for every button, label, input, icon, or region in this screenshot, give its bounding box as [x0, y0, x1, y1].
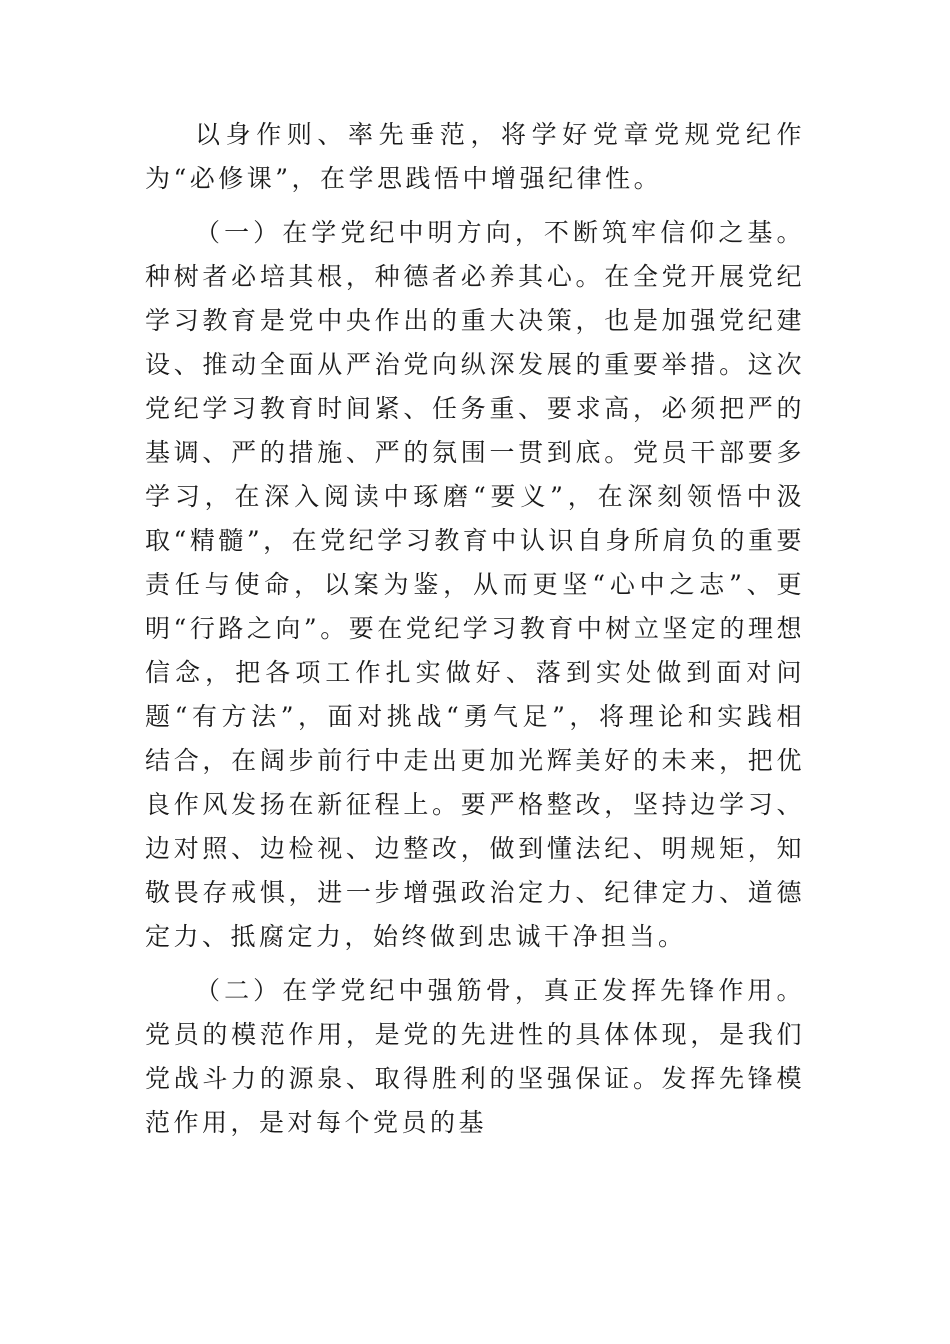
document-body — [145, 113, 805, 1145]
paragraph-intro: 以身作则、率先垂范，将学好党章党规党纪作为“必修课”，在学思践悟中增强纪律性。 — [145, 120, 805, 193]
paragraph-section-two: （二）在学党纪中强筋骨，真正发挥先锋作用。党员的模范作用，是党的先进性的具体体现，是我们党战斗力的源泉、取得胜利的坚强保证。发挥先锋模范作用，是对每个党员的基 — [145, 976, 805, 1137]
paragraph-section-one: （一）在学党纪中明方向，不断筑牢信仰之基。种树者必培其根，种德者必养其心。在全党开展党纪学习教育是党中央作出的重大决策，也是加强党纪建设、推动全面从严治党向纵深发展的重要举措。这次党纪学习教育时间紧、任务重、要求高，必须把严的基调、严的措施、严的氛围一贯到底。党员干部要多学习，在深入阅读中琢磨“要义”，在深刻领悟中汲取“精髓”，在党纪学习教育中认识自身所肩负的重要责任与使命，以案为鉴，从而更坚“心中之志”、更明“行路之向”。要在党纪学习教育中树立坚定的理想信念，把各项工作扎实做好、落到实处做到面对问题“有方法”，面对挑战“勇气足”，将理论和实践相结合，在阔步前行中走出更加光辉美好的未来，把优良作风发扬在新征程上。要严格整改，坚持边学习、边对照、边检视、边整改，做到懂法纪、明规矩，知敬畏存戒惧，进一步增强政治定力、纪律定力、道德定力、抵腐定力，始终做到忠诚干净担当。 — [145, 218, 805, 951]
